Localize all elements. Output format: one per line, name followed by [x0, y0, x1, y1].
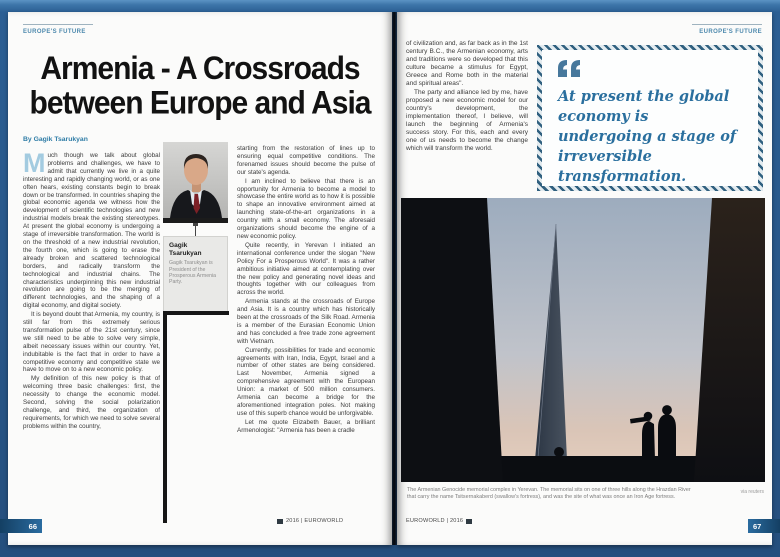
- footer-marker-icon: [466, 519, 472, 524]
- page-number: 66: [28, 521, 37, 531]
- body-column-3: [237, 145, 375, 436]
- quote-icon: [558, 60, 592, 77]
- footer-issue-text: 2016 | EUROWORLD: [286, 518, 344, 524]
- portrait-caption-name: Gagik Tsarukyan: [169, 242, 202, 257]
- footer-right: [406, 518, 472, 524]
- pull-quote-text: At present the global economy is undergoing a stage of irreversible transformation.: [558, 88, 737, 185]
- section-tag: EUROPE'S FUTURE: [699, 29, 762, 35]
- right-page: [397, 12, 772, 545]
- corner-frame-vertical: [163, 311, 167, 523]
- photo-caption: The Armenian Genocide memorial complex in Yerevan. The memorial sits on one of three hills along the Hrazdan River that carry the name Tsitsernakaberd (swallow's fortress), and was the site of what was once an Iron Age fortress.: [407, 487, 691, 500]
- paragraph: Armenia stands at the crossroads of Europe and Asia. It is a country which has historically been at the crossroads of the Silk Road. Armenia is a member of the Eurasian Economic Union and has concluded a free trade zone agreement with Vietnam.: [237, 298, 375, 345]
- paragraph: My definition of this new policy is that of welcoming three basic challenges: first, the necessity to change the economic model. Second, solving the social polarization challenge, and third, the organization of requirements, for which we need to solve several problems within the country,: [23, 375, 160, 430]
- paragraph: I am inclined to believe that there is an opportunity for Armenia to become a model to showcase the entire world as to how it is possible to shape an innovative environment aimed at launching state-of-the-art organizations in a country with a small economy. The aforesaid organizations should become the engine of a new economic policy.: [237, 177, 375, 240]
- paragraph: of civilization and, as far back as in the 1st century B.C., the Armenian economy, arts and traditions were so developed that this culture became a stimulus for Egypt, Greece and Rome both in the material and spiritual areas".: [406, 40, 528, 87]
- section-tag-rule: [23, 24, 93, 25]
- paragraph: Currently, possibilities for trade and economic agreements with Iran, India, Egypt, Israel and a number of other states are being considered. Last November, Armenia signed a comprehensive agreement with the European Union: a market of 500 million consumers. Armenia can become a bridge for the aforementioned integration poles. Not making use of this superb chance would be unforgivable.: [237, 346, 375, 417]
- caption-connector-line: [195, 223, 196, 236]
- page-number-badge-left: [0, 519, 42, 533]
- footer-marker-icon: [277, 519, 283, 524]
- portrait-photo: [163, 142, 228, 218]
- body-column-1: [23, 148, 160, 432]
- paragraph: starting from the restoration of lines up to ensuring equal competitive conditions. The forenamed issues should become the pulse of our state's agenda.: [237, 145, 375, 176]
- memorial-photo-illustration: [401, 198, 765, 482]
- paragraph: [23, 148, 160, 310]
- article-title: [18, 52, 382, 121]
- memorial-photo: [401, 198, 765, 482]
- right-body-column: [406, 40, 528, 154]
- footer-left: [277, 518, 343, 524]
- section-tag: EUROPE'S FUTURE: [23, 29, 86, 35]
- page-number: 67: [753, 521, 762, 531]
- byline: By Gagik Tsarukyan: [23, 136, 88, 143]
- pull-quote-box: [537, 45, 763, 191]
- paragraph: Quite recently, in Yerevan I initiated an international conference under the slogan "New Policy For a Prosperous World". It was a rather ambitious initiative aimed at contemplating over the new policy and generating novel ideas and thoughts together with our colleagues from across the world.: [237, 241, 375, 297]
- title-line-2: between Europe and Asia: [29, 85, 371, 122]
- drop-cap: M: [23, 148, 46, 178]
- portrait-caption-box: [163, 236, 228, 312]
- left-page: [8, 12, 392, 545]
- paragraph: It is beyond doubt that Armenia, my country, is still far from this extremely serious transformation pulse of the 21st century, since we still need to be able to solve very simple, albeit necessary issues within our country. Yet, indubitable is the fact that in order to have a competitive economy and competitive state we have to move on to a new economic policy.: [23, 311, 160, 374]
- title-line-1: Armenia - A Crossroads: [40, 50, 360, 87]
- footer-issue-text: EUROWORLD | 2016: [406, 518, 464, 524]
- paragraph: The party and alliance led by me, have proposed a new economic model for our country's development, the implementation thereof, I believe, will launch the beginning of Armenia's success story. For this, each and every one of us needs to become the change which will transform the world.: [406, 89, 528, 152]
- photo-credit: via reuters: [740, 489, 764, 495]
- section-tag-rule: [692, 24, 762, 25]
- paragraph-text: uch though we talk about global problems and challenges, we have to admit that currently we live in a quite interesting and rapidly changing world, or as one often hears, existing constants begin to break down or be transformed. In countries shaping the global economic agenda we witness how the development of scientific technologies and new industrial models break the existing stereotypes. At present the global economy is undergoing a stage of irreversible transformation. The world is on the threshold of a new industrial revolution, the fourth one, which is going to erase the already broken and scattered technological borders, and radically transform the technological and industrial chains. The characteristics underpinning this new industrial revolution are going to be the merging of different technologies, and the shaping of a digital economy, and digital society.: [23, 152, 160, 310]
- paragraph: Let me quote Elizabeth Bauer, a brilliant Armenologist: "Armenia has been a cradle: [237, 418, 375, 434]
- corner-frame-horizontal: [163, 311, 229, 315]
- portrait-photo-illustration: [163, 142, 228, 218]
- page-number-badge-right: [748, 519, 780, 533]
- portrait-caption-text: Gagik Tsarukyan is President of the Prosperous Armenia Party.: [169, 260, 216, 286]
